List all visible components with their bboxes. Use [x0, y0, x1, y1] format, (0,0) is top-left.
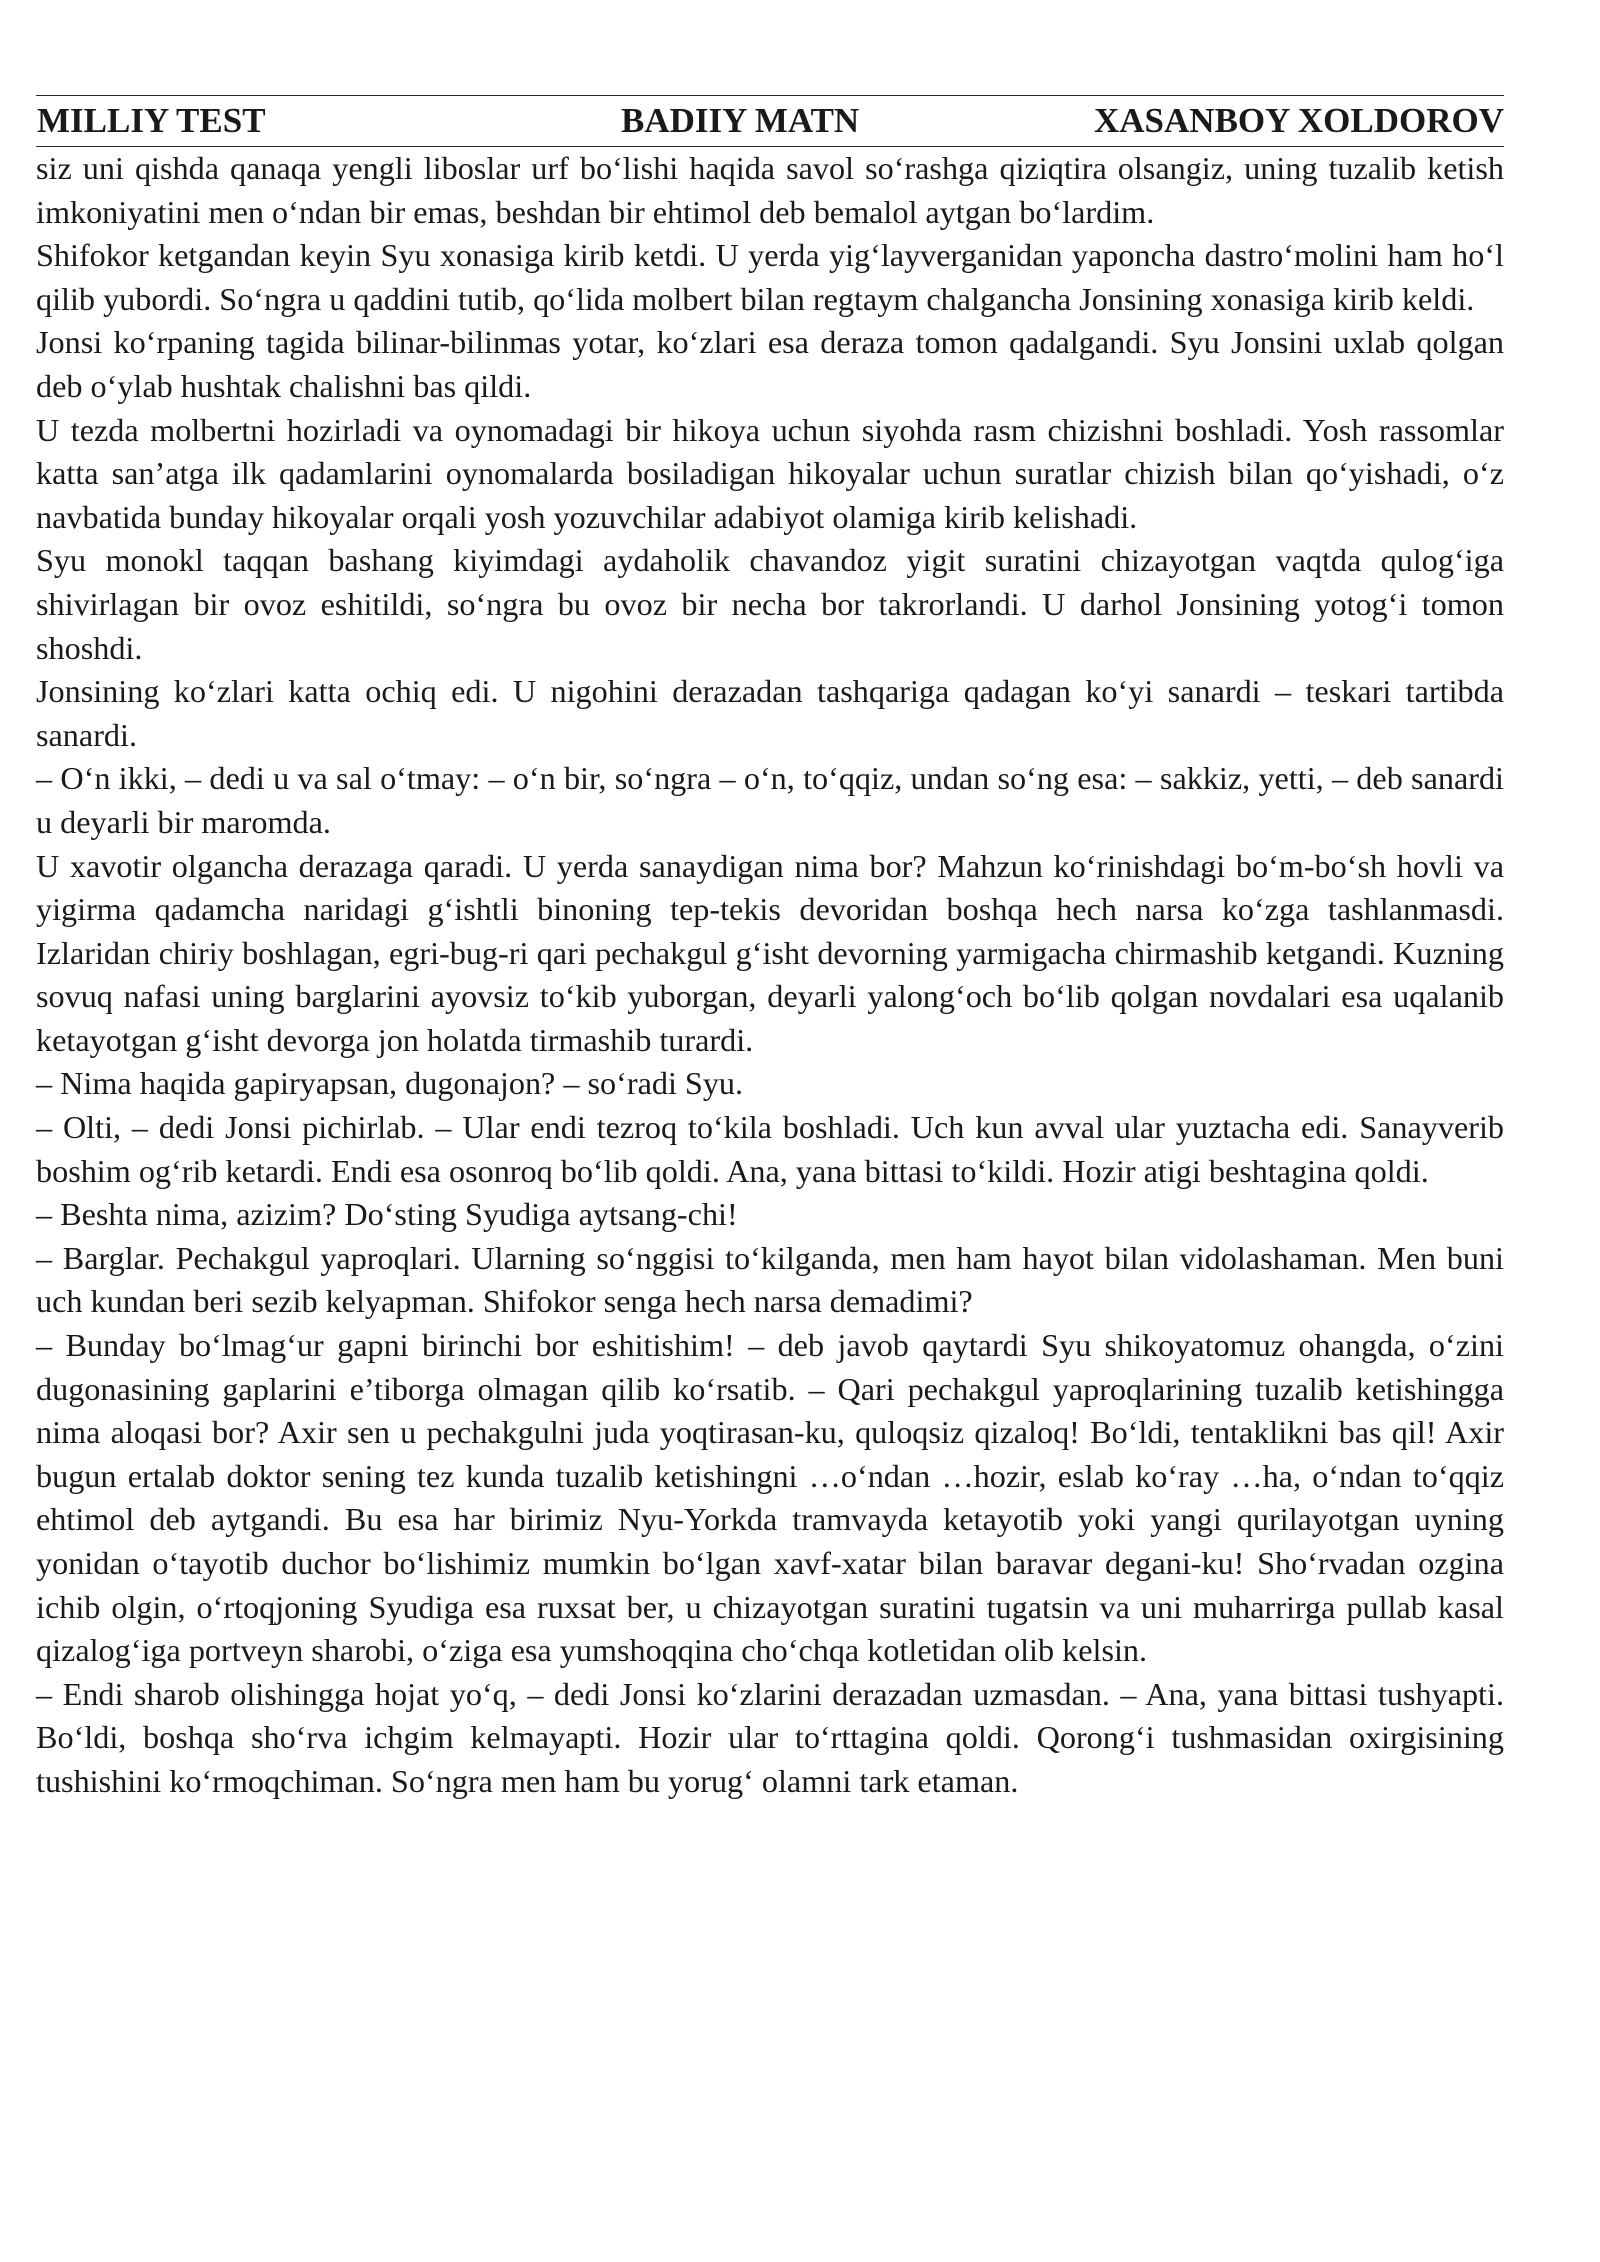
- story-text: [36, 147, 1504, 1804]
- paragraph: – Beshta nima, azizim? Do‘sting Syudiga aytsang-chi!: [36, 1196, 738, 1233]
- paragraph: Jonsining ko‘zlari katta ochiq edi. U nigohini derazadan tashqariga qadagan ko‘yi sanardi – teskari tartibda sanardi.: [36, 673, 1504, 753]
- paragraph: – Olti, – dedi Jonsi pichirlab. – Ular endi tezroq to‘kila boshladi. Uch kun avval ular yuztacha edi. Sanayverib boshim og‘rib ketardi. Endi esa osonroq bo‘lib qoldi. Ana, yana bittasi to‘kildi. Hozir atigi beshtagina qoldi.: [36, 1109, 1504, 1189]
- paragraph: U xavotir olganchа derazaga qaradi. U yerda sanaydigan nima bor? Mahzun ko‘rinishdagi bo‘m-bo‘sh hovli va yigirma qadamcha naridagi g‘ishtli binoning tep-tekis devoridan boshqa hech narsa ko‘zga tashlanmasdi. Izlaridan chiriy boshlagan, egri-bug-ri qari pechakgul g‘isht devorning yarmigacha chirmashib ketgandi. Kuzning sovuq nafasi uning barglarini ayovsiz to‘kib yuborgan, deyarli yalong‘och bo‘lib qolgan novdalari esa uqalanib ketayotgan g‘isht devorga jon holatda tirmashib turardi.: [36, 847, 1504, 1058]
- paragraph: – Bunday bo‘lmag‘ur gapni birinchi bor eshitishim! – deb javob qaytardi Syu shikoyatomuz ohangda, o‘zini dugonasining gaplarini e’tiborga olmagan qilib ko‘rsatib. – Qari pechakgul yaproqlarining tuzalib ketishingga nima aloqasi bor? Axir sen u pechakgulni juda yoqtirasan-ku, quloqsiz qizaloq! Bo‘ldi, tentaklikni bas qil! Axir bugun ertalab doktor sening tez kunda tuzalib ketishingni …o‘ndan …hozir, eslab ko‘ray …ha, o‘ndan to‘qqiz ehtimol deb aytgandi. Bu esa har birimiz Nyu-Yorkda tramvayda ketayotib yoki yangi qurilayotgan uyning yonidan o‘tayotib duchor bo‘lishimiz mumkin bo‘lgan xavf-xatar bilan baravar degani-ku! Sho‘rvadan ozgina ichib olgin, o‘rtoqjoning Syudiga esa ruxsat ber, u chizayotgan suratini tugatsin va uni muharrirga pullab kasal qizalog‘iga portveyn sharobi, o‘ziga esa yumshoqqina cho‘chqa kotletidan olib kelsin.: [36, 1327, 1504, 1669]
- paragraph: – Endi sharob olishingga hojat yo‘q, – dedi Jonsi ko‘zlarini derazadan uzmasdan. – Ana, yana bittasi tushyapti. Bo‘ldi, boshqa sho‘rva ichgim kelmayapti. Hozir ular to‘rttagina qoldi. Qorong‘i tushmasidan oxirgisining tushishini ko‘rmoqchiman. So‘ngra men ham bu yorug‘ olamni tark etaman.: [36, 1675, 1504, 1799]
- page-header: [36, 95, 1504, 147]
- paragraph: siz uni qishda qanaqa yengli liboslar urf bo‘lishi haqida savol so‘rashga qiziqtira olsangiz, uning tuzalib ketish imkoniyatini men o‘ndan bir emas, beshdan bir ehtimol deb bemalol aytgan bo‘lardim.: [36, 150, 1504, 230]
- paragraph: U tezda molbertni hozirladi va oynomadagi bir hikoya uchun siyohda rasm chizishni boshladi. Yosh rassomlar katta san’atga ilk qadamlarini oynomalarda bosiladigan hikoyalar uchun suratlar chizish bilan qo‘yishadi, o‘z navbatida bunday hikoyalar orqali yosh yozuvchilar adabiyot olamiga kirib kelishadi.: [36, 411, 1504, 535]
- paragraph: Shifokor ketgandan keyin Syu xonasiga kirib ketdi. U yerda yig‘layverganidan yaponcha dastro‘molini ham ho‘l qilib yubordi. So‘ngra u qaddini tutib, qo‘lida molbert bilan regtaym chalganchа Jonsining xonasiga kirib keldi.: [36, 237, 1504, 317]
- header-author: XASANBOY XOLDOROV: [1094, 101, 1504, 140]
- paragraph: – Barglar. Pechakgul yaproqlari. Ularning so‘nggisi to‘kilganda, men ham hayot bilan vidolashaman. Men buni uch kundan beri sezib kelyapman. Shifokor senga hech narsa demadimi?: [36, 1239, 1504, 1320]
- header-left-title: MILLIY TEST: [37, 101, 266, 140]
- paragraph: Syu monokl taqqan bashang kiyimdagi aydaholik chavandoz yigit suratini chizayotgan vaqtda qulog‘iga shivirlagan bir ovoz eshitildi, so‘ngra bu ovoz bir necha bor takrorlandi. U darhol Jonsining yotog‘i tomon shoshdi.: [36, 542, 1504, 666]
- paragraph: Jonsi ko‘rpaning tagida bilinar-bilinmas yotar, ko‘zlari esa deraza tomon qadalgandi. Syu Jonsini uxlab qolgan deb o‘ylab hushtak chalishni bas qildi.: [36, 324, 1504, 404]
- document-page: [36, 95, 1504, 1804]
- header-center-title: BADIIY MATN: [621, 101, 860, 140]
- paragraph: – O‘n ikki, – dedi u va sal o‘tmay: – o‘n bir, so‘ngra – o‘n, to‘qqiz, undan so‘ng esa: – sakkiz, yetti, – deb sanardi u deyarli bir maromda.: [36, 760, 1504, 840]
- paragraph: – Nima haqida gapiryapsan, dugonajon? – so‘radi Syu.: [36, 1065, 744, 1102]
